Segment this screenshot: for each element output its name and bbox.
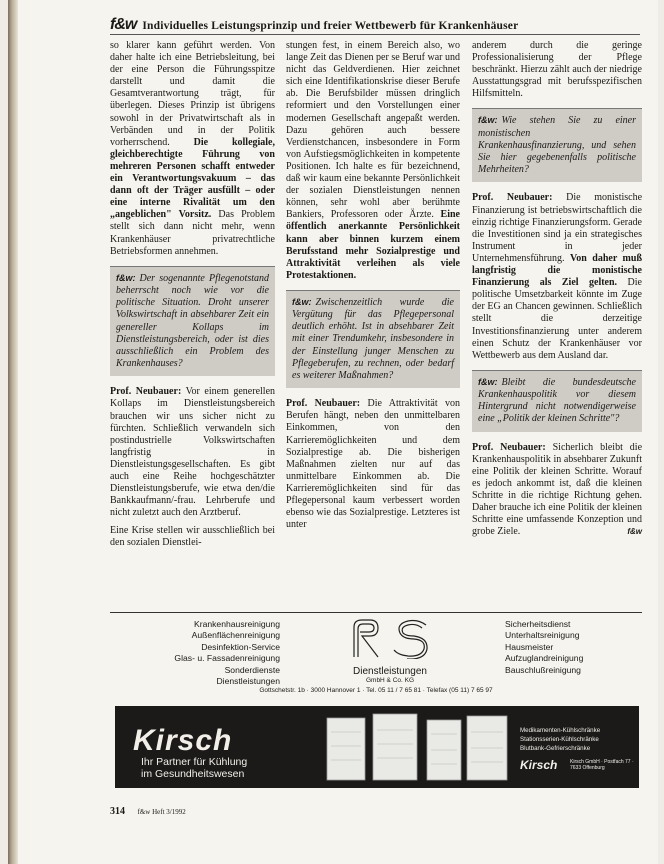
fw-tag: f&w: bbox=[478, 376, 498, 387]
fw-logo: f&w bbox=[110, 16, 137, 33]
paragraph: Prof. Neubauer: Vor einem generellen Kollaps im Dienstleistungsbereich brauchen wir uns sicher nicht zu fürchten. Schließlich verwandeln sich postindustrielle Volkswirtschaften langfristig in Dienstleistungsgesellschaften. Es gibt auch eine Reihe hochgeschätzter Dienstleistungsberufe, wie etwa den/die Bankkaufmann/-frau. Lehrberufe und nicht zuletzt auch den Arztberuf. bbox=[110, 386, 276, 519]
rs-brand bbox=[290, 617, 490, 684]
paragraph: Eine Krise stellen wir ausschließlich bei den sozialen Dienstlei- bbox=[110, 525, 275, 549]
paragraph: Prof. Neubauer: Die monistische Finanzierung ist betriebswirtschaftlich die einzig richtige Finanzierungsform. Gerade die Investitionen sind ja ein strategisches Instrument in jeder Unternehmensführung. Von daher muß langfristig die monistische Finanzierung als Ziel gelten. Die politische Umsetzbarkeit könnte im Zuge der EG an Chancen gewinnen. Schließlich stellt die derzeitige Investitionsfinanzierung unter anderem einen Schutz der Krankenhäuser vor Wettbewerb aus dem Ausland dar. bbox=[472, 192, 643, 361]
question-box: f&w: Zwischenzeitlich wurde die Vergütung für das Pflegepersonal deutlich erhöht. Ist in absehbarer Zeit mit einer Trendumkehr, insbesondere in der Einstellung junger Menschen zu Pflegeberufen, zu rechnen, oder bedarf es weiterer Maßnahmen? bbox=[286, 290, 460, 388]
question-box: f&w: Wie stehen Sie zu einer monistischen Krankenhausfinanzierung, und sehen Sie hier gegebenenfalls politische Mehrheiten? bbox=[472, 108, 642, 182]
address-line: Gottschetstr. 1b · 3000 Hannover 1 · Tel. 05 11 / 7 65 81 · Telefax (05 11) 7 65 97 bbox=[259, 687, 493, 694]
page-number: 314 bbox=[110, 806, 125, 817]
kirsch-logo: Kirsch bbox=[133, 724, 233, 757]
brand-name: Dienstleistungen bbox=[353, 666, 427, 677]
page-footer bbox=[110, 806, 186, 817]
page-header bbox=[110, 12, 640, 35]
fw-tag: f&w: bbox=[116, 272, 136, 283]
header-title: Individuelles Leistungsprinzip und freier Wettbewerb für Krankenhäuser bbox=[142, 20, 519, 32]
kirsch-small-logo: Kirsch bbox=[520, 758, 558, 772]
fw-tag: f&w: bbox=[478, 115, 498, 126]
end-mark: f&w bbox=[627, 527, 642, 537]
column-3 bbox=[472, 40, 642, 544]
services-list-left: Krankenhausreinigung Außenflächenreinigung Desinfektion-Service Glas- u. Fassadenreinigung Sonderdienste Dienstleistungen bbox=[174, 619, 280, 687]
paragraph: Prof. Neubauer: Die Attraktivität von Berufen hängt, neben den unmittelbaren Einkommen, von den Karrieremöglichkeiten und dem Sozialprestige ab. Die bisherigen Maßnahmen zielten nur auf das unmittelbare Einkommen ab. Die Karrieremöglichkeiten sind für das Pflegepersonal kaum verbessert worden ebenso wie das Sozialprestige. Letzteres ist unter bbox=[286, 398, 461, 531]
kirsch-contact: Kirsch GmbH · Postfach 77 · 7633 Offenburg bbox=[570, 759, 634, 771]
firm-name: GmbH & Co. KG bbox=[365, 677, 415, 684]
services-list-right: Sicherheitsdienst Unterhaltsreinigung Hausmeister Aufzuglandreinigung Bauschlußreinigung bbox=[505, 619, 584, 675]
slogan: Ihr Partner für Kühlung im Gesundheitswesen bbox=[141, 756, 248, 780]
paragraph: Prof. Neubauer: Sicherlich bleibt die Krankenhauspolitik in absehbarer Zukunft eine Politik der kleinen Schritte. Worauf es jedoch ankommt ist, daß die kleinen Schritte in die richtige Richtung gehen. Daher brauche ich eine Politik der kleinen Schritte eine umfassende Konzeption und grobe Ziele. f&w bbox=[472, 441, 643, 538]
paragraph: so klarer kann geführt werden. Von daher halte ich eine Betriebsleitung, bei der eine Person die Führungsspitze darstellt und damit die Gesamtverantwortung trägt, für überlegen. Dieses Prinzip ist übrigens sowohl in der Privatwirtschaft als in Verbänden und in der Politik vorherrschend. Die kollegiale, gleichberechtigte Führung von mehreren Personen schafft entweder ein Verantwortungsvakuum – das dann oft der Träger ausfüllt – oder eine interne Rivalität um den „angeblichen" Vorsitz. Das Problem stellt sich dann nicht mehr, wenn Krankenhäuser privatrechtliche Betriebsformen annehmen. bbox=[110, 40, 275, 257]
question-box: f&w: Der sogenannte Pflegenotstand beherrscht noch wie vor die politische Situation. Droht unserer Volkswirtschaft in absehbarer Zeit ein genereller Kollaps im Dienstleistungsbereich, oder ist dies ausschließlich ein Problem des Krankenhauses? bbox=[110, 266, 275, 377]
rs-advertisement bbox=[110, 612, 642, 701]
column-1 bbox=[110, 40, 275, 556]
page-edge bbox=[8, 0, 18, 864]
refrigerators-image bbox=[315, 712, 515, 784]
issue-source: f&w Heft 3/1992 bbox=[137, 808, 186, 816]
product-list: Medikamenten-Kühlschränke Stationsserien-Kühlschränke Blutbank-Gefrierschränke bbox=[520, 727, 601, 752]
paragraph: anderem durch die geringe Professionalisierung der Pflege beschränkt. Hierzu zählt auch der niedrige Ausstattungsgrad mit berufsspezifischen Hilfsmitteln. bbox=[472, 40, 642, 100]
kirsch-advertisement bbox=[115, 706, 639, 788]
fw-tag: f&w: bbox=[292, 296, 312, 307]
column-2 bbox=[286, 40, 460, 537]
paragraph: stungen fest, in einem Bereich also, wo lange Zeit das Dienen per se Beruf war und nicht das Geldverdienen. Hier zeichnet sich eine Identifikationskrise dieser Berufe ab. Die Berufsbilder müssen dringlich reformiert und den Vorstellungen einer modernen Gesellschaft angepaßt werden. Dazu gehören auch bessere Verdienstchancen, insbesondere in Form von Aufstiegsmöglichkeiten in kompetente Positionen. Ich halte es für bezeichnend, daß wir kaum eine bekannte Persönlichkeit der sozialen Dienstleistungen nennen können, sehr wohl aber berühmte Bankiers, Professoren oder Ärzte. Eine öffentlich anerkannte Persönlichkeit kann aber binnen kurzem einem Berufsstand mehr Sozialprestige und Attraktivität verleihen als viele Protestaktionen. bbox=[286, 40, 460, 281]
rs-logo-icon bbox=[348, 617, 432, 659]
question-box: f&w: Bleibt die bundesdeutsche Krankenhauspolitik vor diesem Hintergrund nicht notwendigerweise eine „Politik der kleinen Schritte"? bbox=[472, 370, 642, 432]
